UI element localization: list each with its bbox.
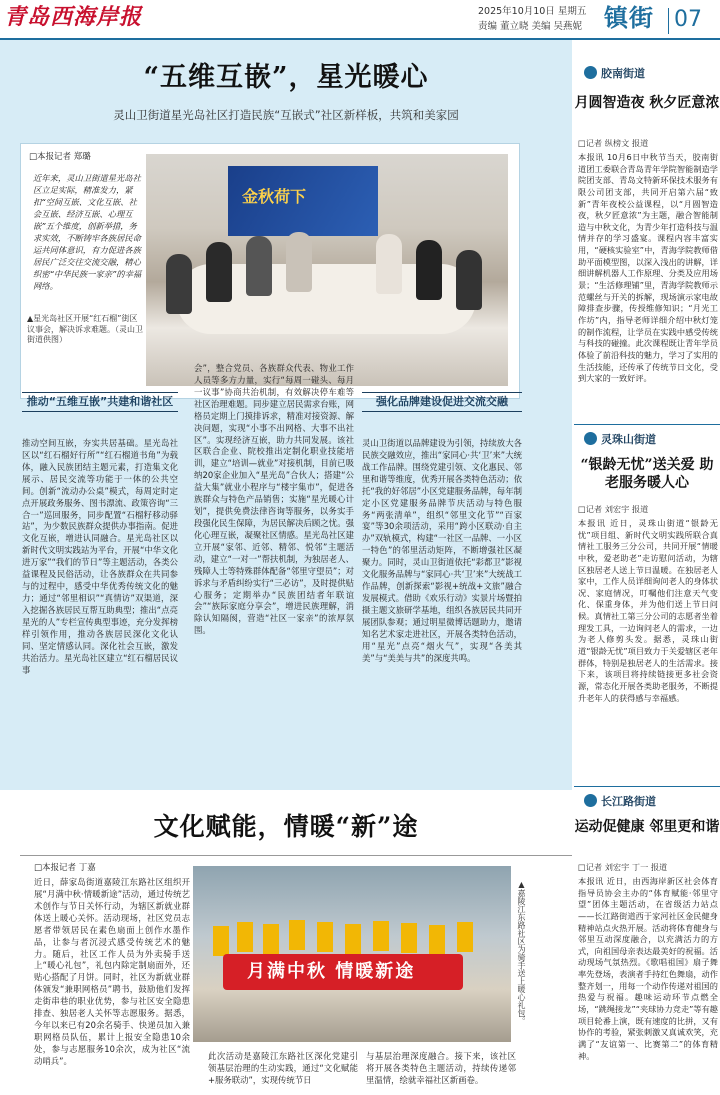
top-photo-caption: ▲星光岛社区开展“红石榴”街区议事会，解决诉求难题。（灵山卫街道供图） xyxy=(27,314,143,345)
date-line: 2025年10月10日 星期五 xyxy=(478,6,587,17)
top-col2-text: 会”，整合党员、各族群众代表、物业工作人员等多方力量，实行“每周一碰头、每月一议事”协商共治机制，有效解决停车难等社区治理难题。同步建立居民需求台账，网格员定期上门摸排诉求，精准对接资源、解决问题，实现“小事不出网格、大事不出社区”。实现经济互嵌，助力共同发展。该社区联合企业、院校推出定制化职业技能培训，建立“培训—就业”对接机制，目前已吸纳20家企业加入“星光岛”合伙人；搭建“公益大集”就业小程序与“楼宇集市”，促进各族群众与特色产品销售；实施“星光暖心计划”，提供免费法律咨询等服务，以务实手段强化民生保障，为居民解决后顾之忧。强化心理互嵌，凝聚社区情感。星光岛社区建立开展“家邻、近邻、精邻、悦邻”主题活动，建立“一对一”帮扶机制，为独居老人、残障人士等特殊群体配备“邻里守望员”；对诉求与矛盾纠纷实行“三必访”，及时提供贴心服务；定期举办“民族团结者年联谊会”“族际家庭分享会”，增进民族理解，消除认知隔阂，营造“社区一家亲”的浓厚氛围。 xyxy=(194,363,354,636)
sidebar-reporter-changjianglu: □记者 刘宏宇 丁一 报道 xyxy=(578,862,668,872)
bottom-photo-caption: ▲嘉陵江东路社区为骑手送上暖心礼包。 xyxy=(517,880,526,1025)
person-figure xyxy=(376,234,402,294)
sidebar-tag-changjianglu xyxy=(584,794,714,814)
sidebar-tag-label: 长江路街道 xyxy=(601,795,656,808)
top-col1-subhead: 推动“五维互嵌”共建和谐社区 xyxy=(22,392,178,412)
location-pin-icon xyxy=(584,432,597,445)
sidebar-headline-jiaonan: 月圆智造夜 秋夕匠意浓 xyxy=(574,95,720,111)
sidebar-headline-lingzhushan: “银龄无忧”送关爱 助老服务暖人心 xyxy=(580,457,714,492)
person-figure xyxy=(166,254,192,314)
top-col3-text: 灵山卫街道以品牌建设为引领，持续放大各民族交融效应，推出“家同心·共‘卫’来”大统战工作品牌。围绕党建引领、文化惠民、邻里和谐等维度，优秀开展各类特色活动；依托“我的好邻居”小区党建服务品牌，每年制定小区党建服务品牌节庆活动与特色服务“两张清单”，组织“邻里文化节”“百家宴”等30余项活动，采用“跨小区联动·自主办”双轨模式，构建“一社区一品牌、一小区一特色”的邻里活动矩阵，不断增强社区凝聚力。同时，灵山卫街道依托“彩都卫”影视文化服务品牌与“家同心·共‘卫’来”大统战工作品牌，创新探索“影视+统战+文旅”融合发展模式。借助《欢乐行动》实景片场暨拍摄主题文旅研学基地，组织各族居民共同开展团队参观；通过明星微博话题助力，邀请知名艺术家走进社区，开展各类特色活动，用“星光”点亮“烟火气”，实现“各美其美”与“美美与共”的深度共鸣。 xyxy=(362,438,522,663)
volunteer-figure xyxy=(401,923,417,953)
volunteer-figure xyxy=(317,922,333,952)
location-pin-icon xyxy=(584,794,597,807)
sidebar-tag-lingzhushan xyxy=(584,432,714,452)
sidebar-tag-label: 灵珠山街道 xyxy=(601,433,656,446)
bottom-headline: 文化赋能，情暖“新”途 xyxy=(153,812,419,841)
person-figure xyxy=(246,236,272,296)
top-photo-frame xyxy=(20,143,520,399)
bottom-col2-text: 此次活动是嘉陵江东路社区深化党建引领基层治理的生动实践，通过“文化赋能+服务联动”，实现传统节日 xyxy=(208,1051,358,1085)
volunteer-figure xyxy=(289,920,305,950)
masthead xyxy=(0,0,720,40)
top-feature xyxy=(0,40,572,790)
sidebar-reporter-jiaonan: □记者 纵榜文 报道 xyxy=(578,138,649,148)
sidebar-divider xyxy=(574,786,720,787)
photo-banner-text: 月满中秋 情暖新途 xyxy=(247,961,416,982)
sidebar-text-lingzhushan: 本报讯 近日，灵珠山街道“银龄无忧”项目组、新时代文明实践所联合真情社工服务三分公司，共同开展“情暖中秋，爱老助老”走访慰问活动，为辖区独居老人送上节日温暖。在独居老人家中，工作人员详细询问老人的身体状况、家庭情况，叮嘱他们注意天气变化、保重身体，并为他们送上节日问候。真情社工第三分公司的志愿者坐着理发工具，一边询问老人的需求，一边为老人修剪头发。据悉，灵珠山街道“银龄无忧”项目致力于关爱辖区老年群体，特别是独居老人的生活需求。接下来，该项目将持续链接更多社会资源，常态化开展各类助老服务，不断提升老年人的获得感与幸福感。 xyxy=(578,518,718,703)
sidebar-text-changjianglu: 本报讯 近日，由西海岸新区社会体育指导员协会主办的“体育赋能·邻里守望”团体主题活动，在省级活力站点——长江路街道西于家河社区金民健身精神站点火热开展。活动将体育健身与邻里互动深度融合，以充满活力的方式，向祖国母亲表达最美好的祝福。活动现场气氛热烈。《歌唱祖国》扇子舞率先登场，表演者手持红色舞扇，动作整齐划一，用每一个动作传递对祖国的热爱与祝福。趣味运动环节点燃全场，“跳绳接龙”“夹球协力竞走”等有趣项目轮番上演，既有速度的比拼，又有协作的考验，紧张刺激又真诚欢笑，充满了“友谊第一、比赛第二”的体育精神。 xyxy=(578,876,718,1061)
photo-screen xyxy=(228,166,378,236)
bottom-reporter: □本报记者 丁嘉 xyxy=(34,863,96,873)
top-reporter: □本报记者 郑璐 xyxy=(29,152,91,162)
sidebar-tag-label: 胶南街道 xyxy=(601,67,645,80)
person-figure xyxy=(416,240,442,300)
top-subhead: 灵山卫街道星光岛社区打造民族“互嵌式”社区新样板，共筑和美家园 xyxy=(113,108,459,122)
volunteer-figure xyxy=(457,922,473,952)
volunteer-figure xyxy=(345,924,361,954)
section-title: 镇街 xyxy=(604,4,654,32)
top-photo xyxy=(146,154,508,386)
editors-line: 责编 董立晓 美编 吴燕妮 xyxy=(478,21,583,32)
volunteer-figure xyxy=(213,926,229,956)
top-lead: 近年来，灵山卫街道星光岛社区立足实际，精准发力，紧扣“空间互嵌、文化互嵌、社会互嵌、经济互嵌、心理互嵌”五个维度，创新举措，务求实效，不断铸牢各族居民命运共同体意识，有力促进各族居民广泛交往交流交融，精心织密“中华民族一家亲”的幸福网络。 xyxy=(33,173,142,292)
bottom-col1-text: 近日，薛家岛街道嘉陵江东路社区组织开展“月满中秋·情暖新途”活动，通过传统艺术创作与节日关怀行动，为辖区新就业群体送上暖心关怀。活动现场，社区党员志愿者带领居民在素色扇面上创作水墨作品，让参与者沉浸式感受传统艺术的魅力。随后，社区工作人员为外卖骑手送上“暖心礼包”，礼包内除定制扇面外，还贴心搭配了月饼。同时，社区为新就业群体颁发“兼职网格员”聘书，鼓励他们发挥走街串巷的职业优势，参与社区安全隐患排查、独居老人关怀等志愿服务。据悉，今年以来已有20余名骑手、快递员加入兼职网格员队伍，累计上报安全隐患10余处，参与志愿服务10余次，成为社区“流动哨兵”。 xyxy=(34,877,190,1066)
bottom-photo xyxy=(193,866,511,1042)
volunteer-figure xyxy=(429,925,445,955)
paper-name: 青岛西海岸报 xyxy=(4,4,143,30)
volunteer-figure xyxy=(263,924,279,954)
sidebar-tag-jiaonan xyxy=(584,66,714,86)
top-headline: “五维互嵌”，星光暖心 xyxy=(143,62,429,93)
person-figure xyxy=(286,232,312,292)
sidebar-text-jiaonan: 本报讯 10月6日中秋节当天，胶南街道团工委联合青岛青年学院智能制造学院团支部、青岛文特新环保技术服务有限公司团支部，共同开启第六届“致新”青年夜校公益课程，以“月圆智造夜，秋夕匠意浓”为主题，融合智能制造与中秋文化，为青少年打造科技与温情并存的学习盛宴。课程内容丰富实用，“硬核实验室”中，青海学院教师借助平面模型图，以深入浅出的讲解，详细讲解机器人工作原理、分类及应用场景；“生活修理铺”里，青海学院教师示范螺丝与开关的拆解，现场演示家电故障排查步骤，传授维修知识；“月光工作坊”内，指导老师详细介绍中秋灯笼的制作流程，让学员在实践中感受传统与科技的碰撞。此次课程既让青年学员体验了前沿科技的魅力，学习了实用的生活技能，还传承了传统节日文化，受到大家的一致好评。 xyxy=(578,152,718,384)
top-col3-subhead: 强化品牌建设促进交流交融 xyxy=(362,392,522,412)
volunteer-figure xyxy=(373,921,389,951)
person-figure xyxy=(206,242,232,302)
top-col1-text: 推动空间互嵌，夯实共居基础。星光岛社区以“红石榴好行所”“红石榴道书角”为载体，融入民族团结主题元素，打造集文化展示、居民交流等功能于一体的公共空间。创新“流动办公桌”模式，每周定时定点开展政务服务、图书漂流、政策咨询“三合一”巡回服务，同步配置“石榴籽移动驿站”，为少数民族群众提供办事指南。促进文化互嵌，增进认同融合。星光岛社区以新时代文明实践站为平台，开展“中华文化进万家”“我们的节日”等主题活动，各类公益课程及民俗活动，让各族群众在共同参与的过程中，感受中华优秀传统文化的魅力；通过“邻里相识”“真情访”双渠道，深入挖掘各族居民互帮互助典型；推出“点亮星光的人”专栏宣传典型事迹，充分发挥榜样引领作用，推动各族居民深化文化认同、坚定情感认同。深化社会互嵌，激发共治活力。星光岛社区建立“红石榴居民议事 xyxy=(22,438,178,675)
bottom-col3-text: 与基层治理深度融合。接下来，该社区将开展各类特色主题活动，持续传递邻里温情，绘就幸福社区新画卷。 xyxy=(366,1051,516,1085)
bottom-divider xyxy=(20,855,572,856)
sidebar-headline-changjianglu: 运动促健康 邻里更和谐 xyxy=(574,819,720,835)
sidebar-reporter-lingzhushan: □记者 刘宏宇 报道 xyxy=(578,504,649,514)
person-figure xyxy=(456,250,482,310)
section-divider xyxy=(668,8,669,34)
sidebar-divider xyxy=(574,424,720,425)
photo-banner xyxy=(223,954,463,990)
photo-screen-text: 金秋荷下 xyxy=(242,187,307,206)
location-pin-icon xyxy=(584,66,597,79)
page-number: 07 xyxy=(674,7,702,32)
volunteer-figure xyxy=(237,922,253,952)
